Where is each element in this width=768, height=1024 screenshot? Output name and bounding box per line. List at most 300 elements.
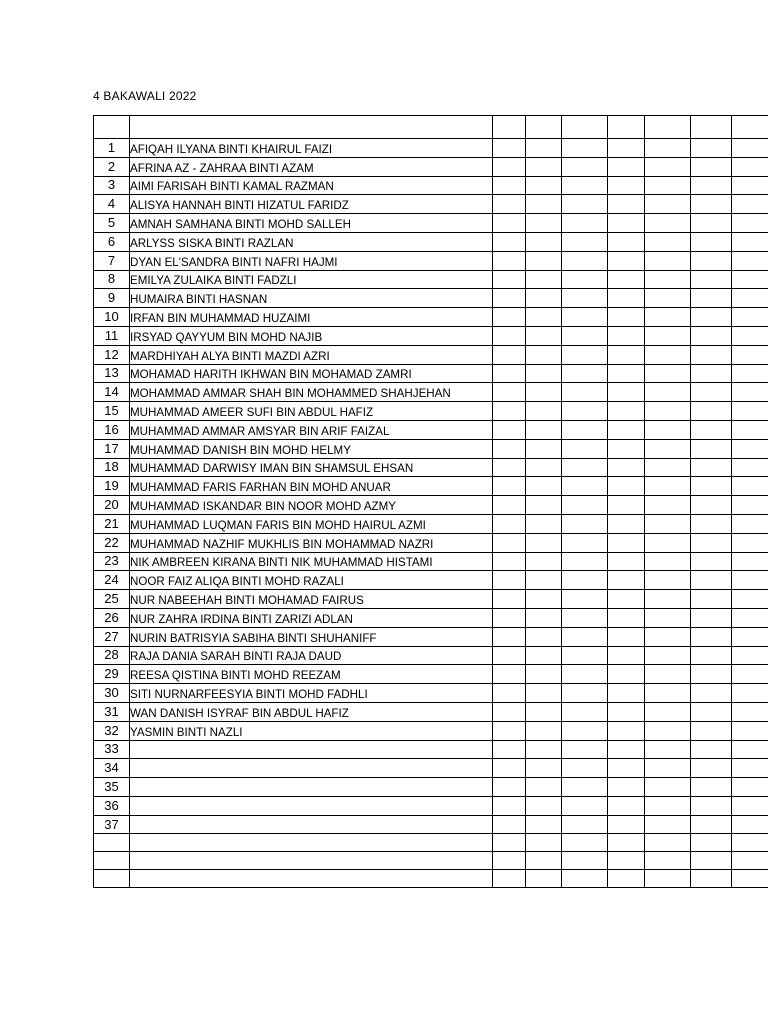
student-name <box>130 740 493 759</box>
mark-cell <box>608 608 645 627</box>
mark-cell <box>526 289 562 308</box>
mark-cell <box>608 815 645 834</box>
blank-cell <box>493 852 526 870</box>
mark-cell <box>562 270 608 289</box>
mark-cell <box>691 345 732 364</box>
blank-cell <box>732 834 768 852</box>
mark-cell <box>493 740 526 759</box>
mark-cell <box>732 815 768 834</box>
mark-cell <box>732 176 768 195</box>
student-name: IRFAN BIN MUHAMMAD HUZAIMI <box>130 308 493 327</box>
mark-cell <box>691 552 732 571</box>
student-name: MUHAMMAD ISKANDAR BIN NOOR MOHD AZMY <box>130 496 493 515</box>
mark-cell <box>562 139 608 158</box>
mark-cell <box>645 458 691 477</box>
mark-cell <box>732 721 768 740</box>
table-row <box>94 176 768 195</box>
mark-cell <box>691 815 732 834</box>
mark-cell <box>608 139 645 158</box>
student-number: 23 <box>94 552 130 571</box>
table-row <box>94 778 768 797</box>
mark-cell <box>732 139 768 158</box>
table-row <box>94 214 768 233</box>
student-name: MOHAMAD HARITH IKHWAN BIN MOHAMAD ZAMRI <box>130 364 493 383</box>
mark-cell <box>493 214 526 233</box>
mark-cell <box>732 740 768 759</box>
blank-row <box>94 870 768 888</box>
mark-cell <box>526 232 562 251</box>
table-row <box>94 815 768 834</box>
mark-cell <box>645 420 691 439</box>
mark-cell <box>732 364 768 383</box>
student-name: MUHAMMAD AMEER SUFI BIN ABDUL HAFIZ <box>130 402 493 421</box>
mark-cell <box>493 345 526 364</box>
blank-cell <box>691 834 732 852</box>
mark-cell <box>691 496 732 515</box>
mark-cell <box>526 458 562 477</box>
blank-cell <box>562 870 608 888</box>
student-name <box>130 796 493 815</box>
blank-cell <box>608 852 645 870</box>
student-name: REESA QISTINA BINTI MOHD REEZAM <box>130 665 493 684</box>
mark-cell <box>691 364 732 383</box>
blank-cell <box>732 870 768 888</box>
mark-cell <box>645 815 691 834</box>
mark-cell <box>562 759 608 778</box>
mark-cell <box>732 759 768 778</box>
mark-cell <box>645 665 691 684</box>
blank-cell <box>645 834 691 852</box>
mark-cell <box>691 383 732 402</box>
mark-cell <box>645 740 691 759</box>
mark-cell <box>732 571 768 590</box>
student-name: WAN DANISH ISYRAF BIN ABDUL HAFIZ <box>130 702 493 721</box>
student-number: 11 <box>94 326 130 345</box>
mark-cell <box>526 759 562 778</box>
mark-cell <box>526 383 562 402</box>
student-name: SITI NURNARFEESYIA BINTI MOHD FADHLI <box>130 684 493 703</box>
header-cell <box>691 116 732 139</box>
mark-cell <box>732 270 768 289</box>
mark-cell <box>645 270 691 289</box>
mark-cell <box>526 552 562 571</box>
table-row <box>94 251 768 270</box>
mark-cell <box>732 514 768 533</box>
mark-cell <box>691 608 732 627</box>
mark-cell <box>645 721 691 740</box>
header-cell <box>526 116 562 139</box>
student-name: MUHAMMAD LUQMAN FARIS BIN MOHD HAIRUL AZMI <box>130 514 493 533</box>
mark-cell <box>608 740 645 759</box>
mark-cell <box>691 402 732 421</box>
student-name: AFIQAH ILYANA BINTI KHAIRUL FAIZI <box>130 139 493 158</box>
mark-cell <box>608 364 645 383</box>
mark-cell <box>691 778 732 797</box>
blank-cell <box>526 870 562 888</box>
mark-cell <box>691 533 732 552</box>
mark-cell <box>562 232 608 251</box>
student-number: 18 <box>94 458 130 477</box>
table-row <box>94 721 768 740</box>
header-cell <box>645 116 691 139</box>
mark-cell <box>608 251 645 270</box>
mark-cell <box>608 232 645 251</box>
mark-cell <box>608 308 645 327</box>
mark-cell <box>562 590 608 609</box>
mark-cell <box>562 383 608 402</box>
mark-cell <box>691 684 732 703</box>
mark-cell <box>645 477 691 496</box>
mark-cell <box>493 533 526 552</box>
mark-cell <box>732 289 768 308</box>
student-name: YASMIN BINTI NAZLI <box>130 721 493 740</box>
mark-cell <box>562 157 608 176</box>
mark-cell <box>526 195 562 214</box>
mark-cell <box>645 251 691 270</box>
mark-cell <box>493 552 526 571</box>
student-name: MUHAMMAD FARIS FARHAN BIN MOHD ANUAR <box>130 477 493 496</box>
mark-cell <box>691 590 732 609</box>
table-row <box>94 759 768 778</box>
mark-cell <box>691 439 732 458</box>
mark-cell <box>691 740 732 759</box>
mark-cell <box>608 552 645 571</box>
student-number: 9 <box>94 289 130 308</box>
mark-cell <box>493 815 526 834</box>
mark-cell <box>691 796 732 815</box>
mark-cell <box>608 702 645 721</box>
student-number: 17 <box>94 439 130 458</box>
mark-cell <box>526 345 562 364</box>
mark-cell <box>493 514 526 533</box>
mark-cell <box>493 721 526 740</box>
mark-cell <box>526 420 562 439</box>
mark-cell <box>562 214 608 233</box>
table-row <box>94 684 768 703</box>
mark-cell <box>691 308 732 327</box>
mark-cell <box>691 571 732 590</box>
student-number: 6 <box>94 232 130 251</box>
student-number: 21 <box>94 514 130 533</box>
mark-cell <box>526 740 562 759</box>
blank-cell <box>562 852 608 870</box>
mark-cell <box>645 571 691 590</box>
mark-cell <box>608 420 645 439</box>
mark-cell <box>526 815 562 834</box>
mark-cell <box>645 157 691 176</box>
mark-cell <box>493 308 526 327</box>
student-name: DYAN EL'SANDRA BINTI NAFRI HAJMI <box>130 251 493 270</box>
mark-cell <box>645 627 691 646</box>
student-name <box>130 778 493 797</box>
mark-cell <box>645 214 691 233</box>
student-name <box>130 815 493 834</box>
mark-cell <box>562 251 608 270</box>
mark-cell <box>526 214 562 233</box>
mark-cell <box>493 496 526 515</box>
table-row <box>94 402 768 421</box>
mark-cell <box>526 251 562 270</box>
student-number: 33 <box>94 740 130 759</box>
mark-cell <box>562 646 608 665</box>
mark-cell <box>562 815 608 834</box>
mark-cell <box>493 439 526 458</box>
mark-cell <box>493 364 526 383</box>
blank-cell <box>562 834 608 852</box>
blank-cell <box>608 834 645 852</box>
mark-cell <box>608 627 645 646</box>
table-row <box>94 477 768 496</box>
student-number: 7 <box>94 251 130 270</box>
mark-cell <box>608 477 645 496</box>
student-name: HUMAIRA BINTI HASNAN <box>130 289 493 308</box>
blank-cell <box>645 852 691 870</box>
mark-cell <box>493 627 526 646</box>
blank-cell <box>608 870 645 888</box>
mark-cell <box>562 496 608 515</box>
mark-cell <box>691 646 732 665</box>
student-name: MUHAMMAD NAZHIF MUKHLIS BIN MOHAMMAD NAZRI <box>130 533 493 552</box>
mark-cell <box>732 684 768 703</box>
mark-cell <box>691 176 732 195</box>
mark-cell <box>608 496 645 515</box>
mark-cell <box>732 383 768 402</box>
blank-cell <box>94 870 130 888</box>
mark-cell <box>526 702 562 721</box>
blank-cell <box>493 870 526 888</box>
student-name: AIMI FARISAH BINTI KAMAL RAZMAN <box>130 176 493 195</box>
mark-cell <box>732 646 768 665</box>
blank-cell <box>130 834 493 852</box>
mark-cell <box>493 590 526 609</box>
student-number: 15 <box>94 402 130 421</box>
student-number: 37 <box>94 815 130 834</box>
student-number: 12 <box>94 345 130 364</box>
student-number: 19 <box>94 477 130 496</box>
mark-cell <box>526 402 562 421</box>
mark-cell <box>493 195 526 214</box>
mark-cell <box>645 308 691 327</box>
roster-body <box>94 116 768 888</box>
student-number: 29 <box>94 665 130 684</box>
mark-cell <box>526 533 562 552</box>
mark-cell <box>608 796 645 815</box>
student-number: 30 <box>94 684 130 703</box>
mark-cell <box>493 402 526 421</box>
mark-cell <box>562 721 608 740</box>
mark-cell <box>526 477 562 496</box>
mark-cell <box>608 778 645 797</box>
mark-cell <box>562 176 608 195</box>
mark-cell <box>732 477 768 496</box>
mark-cell <box>732 251 768 270</box>
mark-cell <box>493 251 526 270</box>
table-row <box>94 157 768 176</box>
mark-cell <box>645 702 691 721</box>
table-row <box>94 270 768 289</box>
table-row <box>94 514 768 533</box>
student-name: RAJA DANIA SARAH BINTI RAJA DAUD <box>130 646 493 665</box>
student-name: MUHAMMAD DANISH BIN MOHD HELMY <box>130 439 493 458</box>
mark-cell <box>562 326 608 345</box>
mark-cell <box>732 157 768 176</box>
mark-cell <box>645 646 691 665</box>
mark-cell <box>562 308 608 327</box>
mark-cell <box>526 439 562 458</box>
mark-cell <box>608 326 645 345</box>
mark-cell <box>732 796 768 815</box>
mark-cell <box>732 778 768 797</box>
mark-cell <box>493 326 526 345</box>
mark-cell <box>732 590 768 609</box>
mark-cell <box>608 439 645 458</box>
student-name: ARLYSS SISKA BINTI RAZLAN <box>130 232 493 251</box>
mark-cell <box>608 759 645 778</box>
student-number: 35 <box>94 778 130 797</box>
mark-cell <box>526 608 562 627</box>
mark-cell <box>691 759 732 778</box>
mark-cell <box>608 514 645 533</box>
mark-cell <box>493 702 526 721</box>
table-row <box>94 608 768 627</box>
table-row <box>94 702 768 721</box>
student-name: NUR ZAHRA IRDINA BINTI ZARIZI ADLAN <box>130 608 493 627</box>
mark-cell <box>691 721 732 740</box>
table-row <box>94 289 768 308</box>
mark-cell <box>562 702 608 721</box>
mark-cell <box>562 627 608 646</box>
mark-cell <box>493 759 526 778</box>
mark-cell <box>645 383 691 402</box>
mark-cell <box>562 345 608 364</box>
header-cell <box>493 116 526 139</box>
mark-cell <box>732 608 768 627</box>
mark-cell <box>493 383 526 402</box>
blank-cell <box>691 852 732 870</box>
mark-cell <box>526 721 562 740</box>
mark-cell <box>562 364 608 383</box>
mark-cell <box>562 665 608 684</box>
mark-cell <box>608 590 645 609</box>
student-name: NURIN BATRISYIA SABIHA BINTI SHUHANIFF <box>130 627 493 646</box>
mark-cell <box>526 796 562 815</box>
mark-cell <box>732 627 768 646</box>
mark-cell <box>562 608 608 627</box>
student-number: 22 <box>94 533 130 552</box>
student-number: 3 <box>94 176 130 195</box>
mark-cell <box>526 627 562 646</box>
mark-cell <box>691 326 732 345</box>
mark-cell <box>526 496 562 515</box>
table-row <box>94 139 768 158</box>
mark-cell <box>608 270 645 289</box>
mark-cell <box>608 646 645 665</box>
mark-cell <box>645 608 691 627</box>
table-row <box>94 627 768 646</box>
blank-cell <box>732 852 768 870</box>
mark-cell <box>562 458 608 477</box>
header-cell <box>94 116 130 139</box>
student-number: 28 <box>94 646 130 665</box>
mark-cell <box>732 496 768 515</box>
mark-cell <box>732 326 768 345</box>
header-cell <box>562 116 608 139</box>
mark-cell <box>691 627 732 646</box>
blank-cell <box>526 834 562 852</box>
mark-cell <box>526 590 562 609</box>
table-row <box>94 364 768 383</box>
student-number: 1 <box>94 139 130 158</box>
mark-cell <box>732 195 768 214</box>
mark-cell <box>562 571 608 590</box>
blank-cell <box>526 852 562 870</box>
mark-cell <box>526 139 562 158</box>
mark-cell <box>493 157 526 176</box>
mark-cell <box>645 533 691 552</box>
mark-cell <box>526 571 562 590</box>
mark-cell <box>526 778 562 797</box>
blank-cell <box>94 852 130 870</box>
table-row <box>94 458 768 477</box>
mark-cell <box>732 702 768 721</box>
table-row <box>94 552 768 571</box>
mark-cell <box>562 439 608 458</box>
mark-cell <box>493 420 526 439</box>
mark-cell <box>526 176 562 195</box>
mark-cell <box>691 251 732 270</box>
mark-cell <box>645 590 691 609</box>
mark-cell <box>608 721 645 740</box>
student-name: ALISYA HANNAH BINTI HIZATUL FARIDZ <box>130 195 493 214</box>
student-name <box>130 759 493 778</box>
mark-cell <box>691 195 732 214</box>
table-row <box>94 420 768 439</box>
mark-cell <box>526 326 562 345</box>
student-number: 25 <box>94 590 130 609</box>
student-name: MUHAMMAD DARWISY IMAN BIN SHAMSUL EHSAN <box>130 458 493 477</box>
blank-cell <box>493 834 526 852</box>
header-cell <box>130 116 493 139</box>
student-number: 8 <box>94 270 130 289</box>
table-row <box>94 383 768 402</box>
student-number: 16 <box>94 420 130 439</box>
mark-cell <box>691 289 732 308</box>
mark-cell <box>562 514 608 533</box>
mark-cell <box>608 289 645 308</box>
mark-cell <box>645 139 691 158</box>
mark-cell <box>526 646 562 665</box>
mark-cell <box>526 308 562 327</box>
mark-cell <box>562 289 608 308</box>
table-row <box>94 195 768 214</box>
mark-cell <box>732 665 768 684</box>
student-name: EMILYA ZULAIKA BINTI FADZLI <box>130 270 493 289</box>
mark-cell <box>732 308 768 327</box>
mark-cell <box>608 665 645 684</box>
mark-cell <box>732 232 768 251</box>
blank-cell <box>130 852 493 870</box>
mark-cell <box>645 496 691 515</box>
table-row <box>94 571 768 590</box>
mark-cell <box>645 195 691 214</box>
mark-cell <box>608 571 645 590</box>
mark-cell <box>493 477 526 496</box>
mark-cell <box>732 552 768 571</box>
mark-cell <box>691 665 732 684</box>
mark-cell <box>493 270 526 289</box>
header-cell <box>732 116 768 139</box>
mark-cell <box>562 778 608 797</box>
